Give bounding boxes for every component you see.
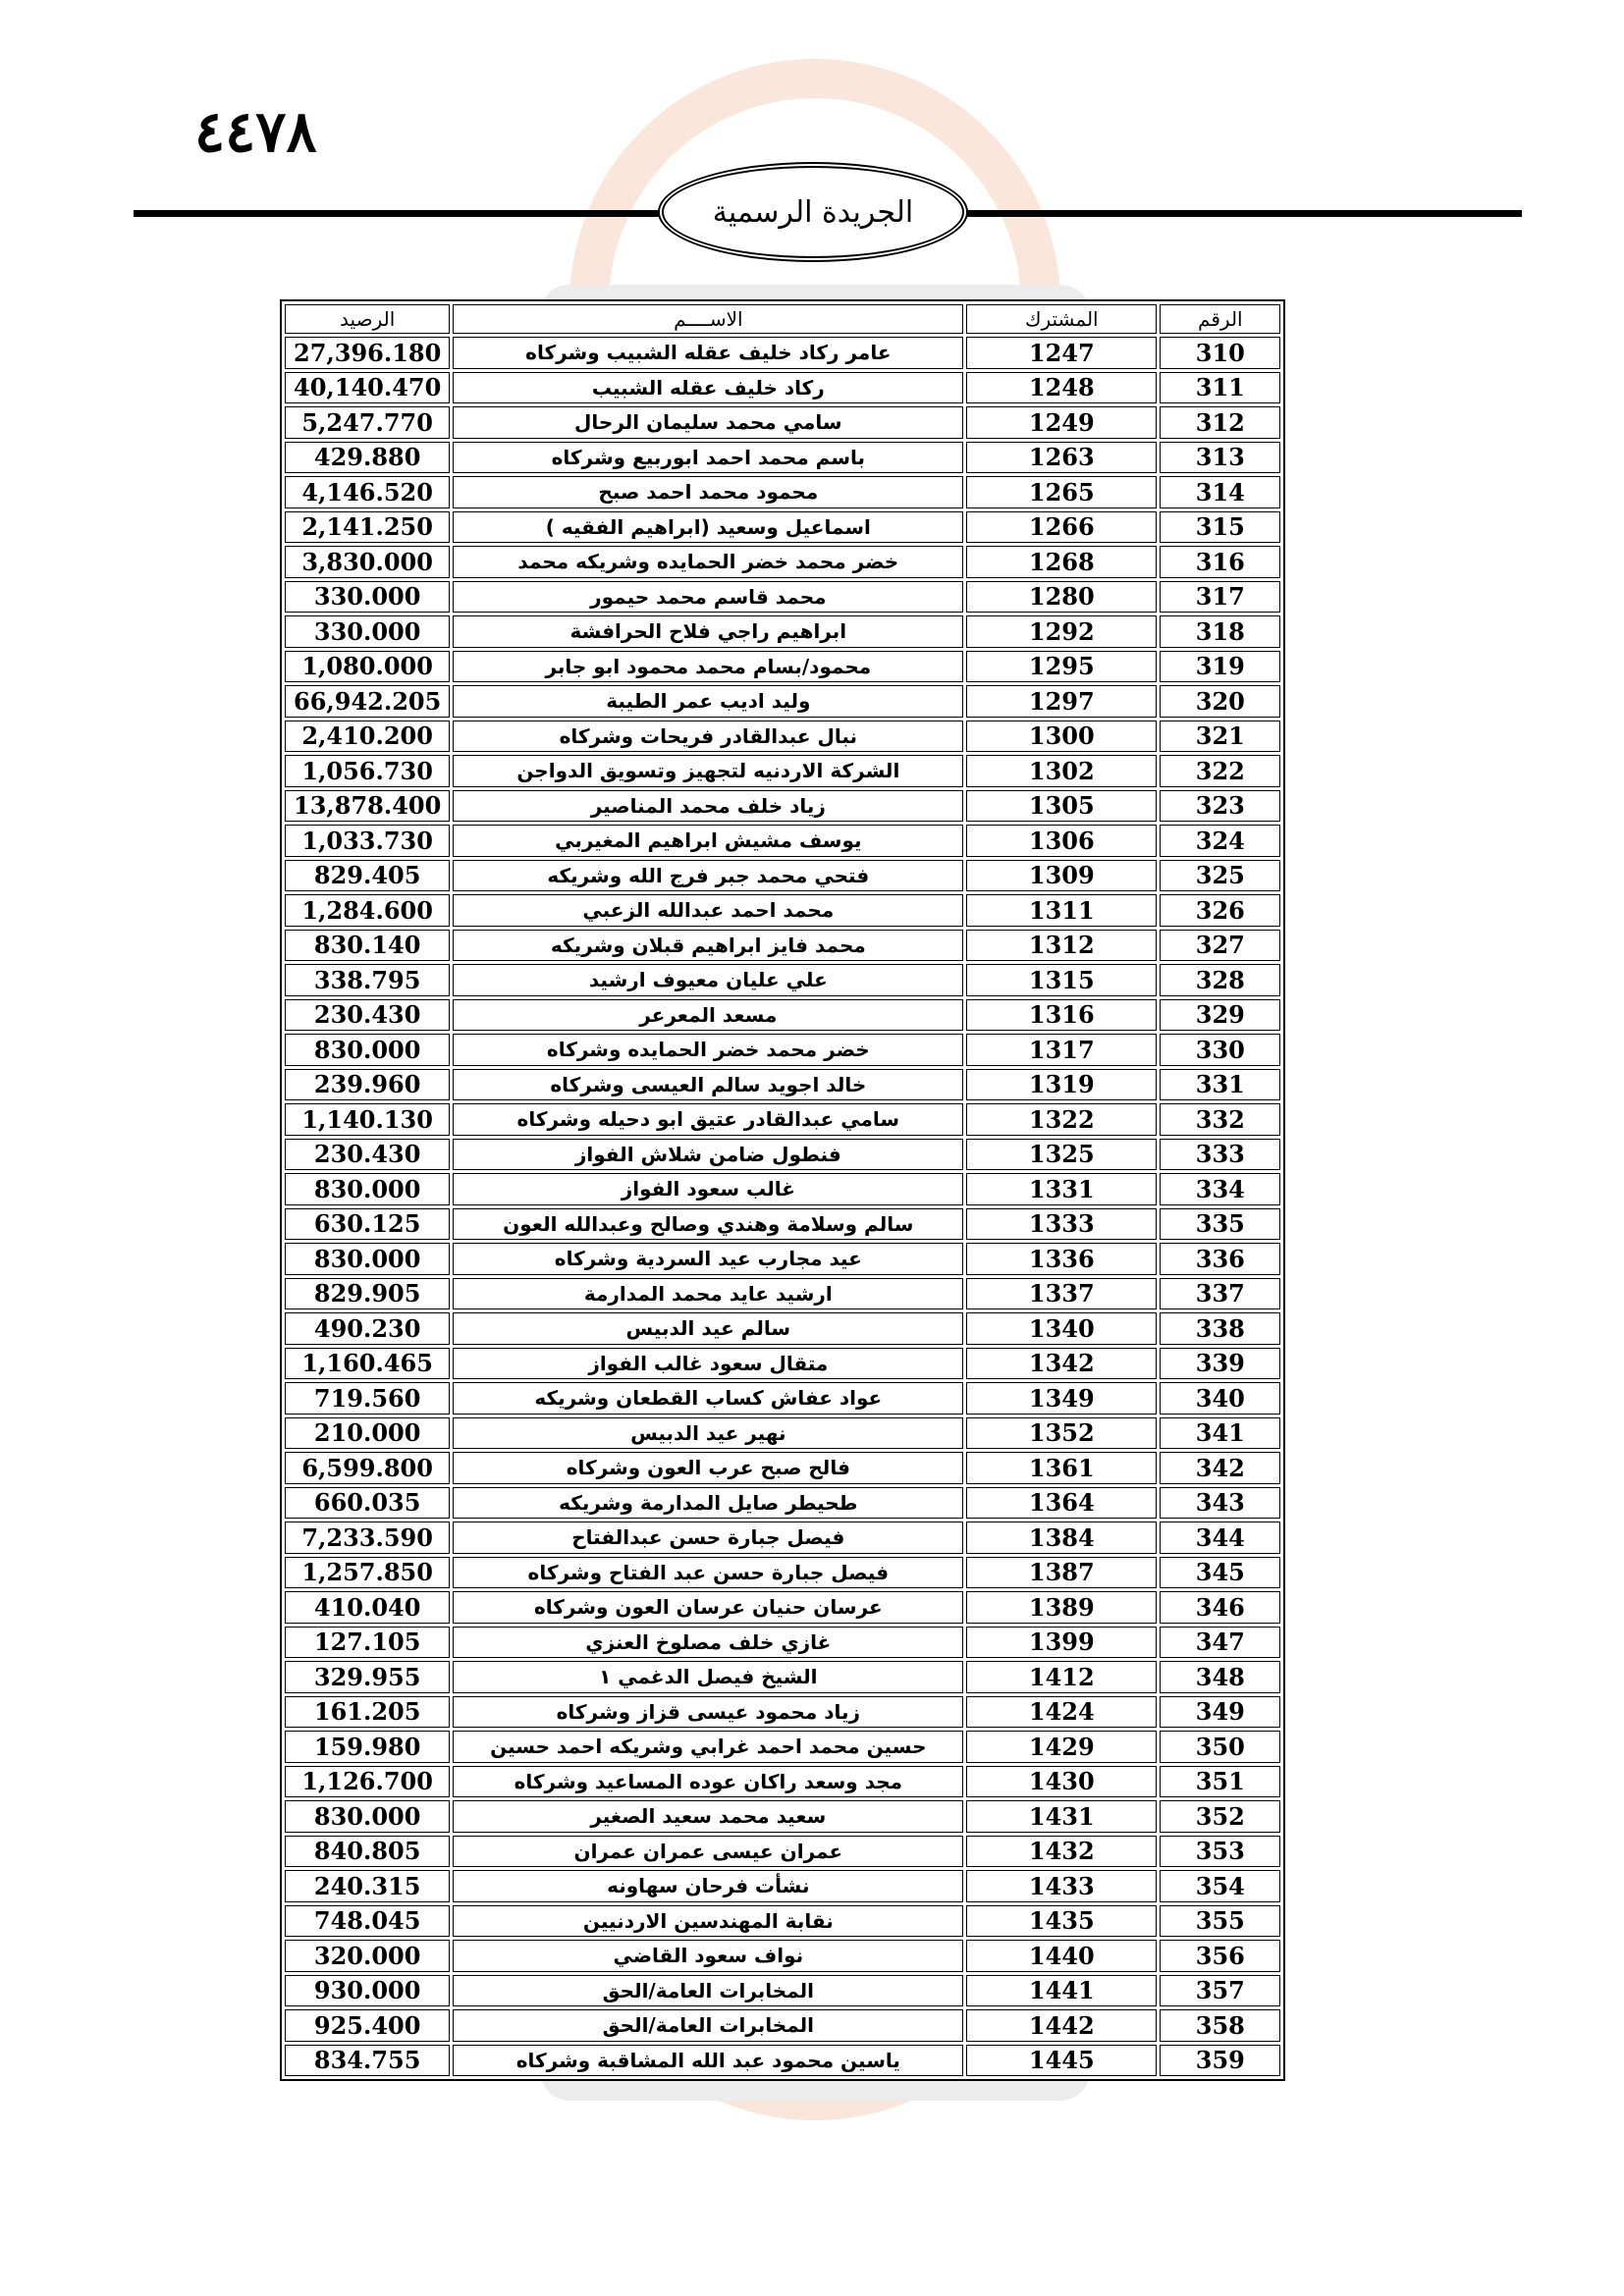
cell-subscriber: 1309 <box>966 860 1157 892</box>
cell-number: 348 <box>1160 1661 1280 1693</box>
table-row <box>285 1312 1280 1345</box>
cell-balance: 829.905 <box>285 1278 450 1310</box>
cell-subscriber: 1342 <box>966 1348 1157 1380</box>
table-row <box>285 1661 1280 1693</box>
cell-number: 321 <box>1160 721 1280 753</box>
cell-balance: 410.040 <box>285 1591 450 1624</box>
cell-name: محمود/بسام محمد محمود ابو جابر <box>453 651 963 683</box>
cell-balance: 1,257.850 <box>285 1557 450 1589</box>
cell-name: عيد مجارب عيد السردية وشركاه <box>453 1243 963 1275</box>
cell-subscriber: 1265 <box>966 476 1157 508</box>
cell-balance: 13,878.400 <box>285 790 450 823</box>
table-row <box>285 685 1280 718</box>
cell-number: 330 <box>1160 1034 1280 1066</box>
gazette-title: الجريدة الرسمية <box>658 162 968 262</box>
cell-balance: 210.000 <box>285 1417 450 1450</box>
cell-name: المخابرات العامة/الحق <box>453 1975 963 2007</box>
cell-name: مجد وسعد راكان عوده المساعيد وشركاه <box>453 1766 963 1798</box>
cell-name: علي عليان معيوف ارشيد <box>453 964 963 996</box>
cell-balance: 5,247.770 <box>285 406 450 439</box>
cell-name: خضر محمد خضر الحمايده وشركاه <box>453 1034 963 1066</box>
cell-name: اسماعيل وسعيد (ابراهيم الفقيه ) <box>453 511 963 544</box>
table-row <box>285 894 1280 927</box>
cell-name: زياد خلف محمد المناصير <box>453 790 963 823</box>
cell-number: 351 <box>1160 1766 1280 1798</box>
cell-name: محمد فايز ابراهيم قبلان وشريكه <box>453 930 963 962</box>
cell-name: عامر ركاد خليف عقله الشبيب وشركاه <box>453 337 963 369</box>
cell-number: 343 <box>1160 1487 1280 1520</box>
cell-subscriber: 1412 <box>966 1661 1157 1693</box>
cell-name: زياد محمود عيسى قزاز وشركاه <box>453 1696 963 1729</box>
cell-number: 336 <box>1160 1243 1280 1275</box>
cell-subscriber: 1315 <box>966 964 1157 996</box>
cell-number: 317 <box>1160 581 1280 614</box>
cell-subscriber: 1340 <box>966 1312 1157 1345</box>
cell-number: 353 <box>1160 1836 1280 1868</box>
cell-balance: 4,146.520 <box>285 476 450 508</box>
cell-number: 329 <box>1160 999 1280 1032</box>
cell-name: سعيد محمد سعيد الصغير <box>453 1800 963 1833</box>
cell-subscriber: 1248 <box>966 372 1157 404</box>
cell-balance: 7,233.590 <box>285 1522 450 1554</box>
cell-name: طحيطر صايل المدارمة وشريكه <box>453 1487 963 1520</box>
cell-number: 331 <box>1160 1069 1280 1101</box>
table-row <box>285 1103 1280 1136</box>
cell-balance: 240.315 <box>285 1870 450 1902</box>
cell-name: حسين محمد احمد غرابي وشريكه احمد حسين <box>453 1731 963 1763</box>
cell-subscriber: 1336 <box>966 1243 1157 1275</box>
header-subscriber: المشترك <box>966 304 1157 334</box>
cell-subscriber: 1249 <box>966 406 1157 439</box>
cell-balance: 830.140 <box>285 930 450 962</box>
cell-subscriber: 1266 <box>966 511 1157 544</box>
table-row <box>285 1522 1280 1554</box>
table-row <box>285 651 1280 683</box>
cell-subscriber: 1349 <box>966 1382 1157 1415</box>
cell-subscriber: 1364 <box>966 1487 1157 1520</box>
table-row <box>285 721 1280 753</box>
table-row <box>285 1173 1280 1205</box>
cell-number: 339 <box>1160 1348 1280 1380</box>
cell-balance: 834.755 <box>285 2045 450 2077</box>
table-row <box>285 1417 1280 1450</box>
table-row <box>285 1975 1280 2007</box>
cell-subscriber: 1292 <box>966 615 1157 648</box>
cell-number: 311 <box>1160 372 1280 404</box>
cell-name: نقابة المهندسين الاردنيين <box>453 1905 963 1938</box>
cell-name: سامي عبدالقادر عتيق ابو دحيله وشركاه <box>453 1103 963 1136</box>
cell-subscriber: 1317 <box>966 1034 1157 1066</box>
subscribers-table <box>280 299 1285 2081</box>
table-row <box>285 1278 1280 1310</box>
cell-balance: 27,396.180 <box>285 337 450 369</box>
cell-number: 310 <box>1160 337 1280 369</box>
cell-subscriber: 1312 <box>966 930 1157 962</box>
cell-balance: 748.045 <box>285 1905 450 1938</box>
table-row <box>285 1557 1280 1589</box>
cell-subscriber: 1361 <box>966 1452 1157 1484</box>
table-row <box>285 1487 1280 1520</box>
table-row <box>285 860 1280 892</box>
table-row <box>285 1940 1280 1972</box>
table-row <box>285 755 1280 787</box>
cell-subscriber: 1435 <box>966 1905 1157 1938</box>
cell-number: 356 <box>1160 1940 1280 1972</box>
cell-number: 349 <box>1160 1696 1280 1729</box>
table-row <box>285 337 1280 369</box>
cell-number: 359 <box>1160 2045 1280 2077</box>
cell-number: 323 <box>1160 790 1280 823</box>
cell-number: 325 <box>1160 860 1280 892</box>
cell-balance: 660.035 <box>285 1487 450 1520</box>
cell-number: 313 <box>1160 442 1280 474</box>
cell-balance: 2,410.200 <box>285 721 450 753</box>
cell-subscriber: 1331 <box>966 1173 1157 1205</box>
cell-subscriber: 1325 <box>966 1139 1157 1171</box>
cell-name: ارشيد عايد محمد المدارمة <box>453 1278 963 1310</box>
cell-number: 314 <box>1160 476 1280 508</box>
cell-balance: 1,284.600 <box>285 894 450 927</box>
cell-number: 316 <box>1160 546 1280 578</box>
cell-subscriber: 1442 <box>966 2009 1157 2042</box>
table-row <box>285 964 1280 996</box>
table-row <box>285 511 1280 544</box>
cell-balance: 1,080.000 <box>285 651 450 683</box>
cell-balance: 1,160.465 <box>285 1348 450 1380</box>
cell-balance: 161.205 <box>285 1696 450 1729</box>
table-row <box>285 1452 1280 1484</box>
cell-number: 358 <box>1160 2009 1280 2042</box>
cell-number: 315 <box>1160 511 1280 544</box>
cell-balance: 320.000 <box>285 1940 450 1972</box>
cell-name: فتحي محمد جبر فرج الله وشريكه <box>453 860 963 892</box>
cell-balance: 719.560 <box>285 1382 450 1415</box>
table-header-row <box>285 304 1280 334</box>
table-row <box>285 442 1280 474</box>
cell-name: نواف سعود القاضي <box>453 1940 963 1972</box>
cell-name: يوسف مشيش ابراهيم المغيربي <box>453 825 963 857</box>
cell-name: ياسين محمود عبد الله المشاقبة وشركاه <box>453 2045 963 2077</box>
table-row <box>285 1870 1280 1902</box>
page-number: ٤٤٧٨ <box>194 98 317 165</box>
cell-subscriber: 1319 <box>966 1069 1157 1101</box>
cell-number: 328 <box>1160 964 1280 996</box>
table-row <box>285 1800 1280 1833</box>
cell-number: 337 <box>1160 1278 1280 1310</box>
cell-subscriber: 1424 <box>966 1696 1157 1729</box>
cell-name: غازي خلف مصلوخ العنزي <box>453 1627 963 1659</box>
cell-subscriber: 1268 <box>966 546 1157 578</box>
cell-name: نشأت فرحان سهاونه <box>453 1870 963 1902</box>
table-row <box>285 581 1280 614</box>
cell-subscriber: 1297 <box>966 685 1157 718</box>
cell-balance: 330.000 <box>285 581 450 614</box>
cell-number: 341 <box>1160 1417 1280 1450</box>
cell-number: 347 <box>1160 1627 1280 1659</box>
cell-balance: 159.980 <box>285 1731 450 1763</box>
cell-subscriber: 1445 <box>966 2045 1157 2077</box>
cell-subscriber: 1263 <box>966 442 1157 474</box>
cell-subscriber: 1322 <box>966 1103 1157 1136</box>
cell-name: المخابرات العامة/الحق <box>453 2009 963 2042</box>
cell-number: 354 <box>1160 1870 1280 1902</box>
cell-name: ركاد خليف عقله الشبيب <box>453 372 963 404</box>
cell-balance: 3,830.000 <box>285 546 450 578</box>
cell-balance: 1,056.730 <box>285 755 450 787</box>
table-row <box>285 476 1280 508</box>
table-row <box>285 790 1280 823</box>
cell-number: 326 <box>1160 894 1280 927</box>
cell-balance: 830.000 <box>285 1800 450 1833</box>
cell-balance: 429.880 <box>285 442 450 474</box>
cell-balance: 2,141.250 <box>285 511 450 544</box>
table-row <box>285 930 1280 962</box>
cell-name: خالد اجويد سالم العيسى وشركاه <box>453 1069 963 1101</box>
cell-name: الشيخ فيصل الدغمي ١ <box>453 1661 963 1693</box>
cell-number: 346 <box>1160 1591 1280 1624</box>
cell-name: عمران عيسى عمران عمران <box>453 1836 963 1868</box>
cell-subscriber: 1316 <box>966 999 1157 1032</box>
cell-number: 334 <box>1160 1173 1280 1205</box>
cell-number: 319 <box>1160 651 1280 683</box>
cell-number: 322 <box>1160 755 1280 787</box>
cell-number: 345 <box>1160 1557 1280 1589</box>
cell-name: محمود محمد احمد صبح <box>453 476 963 508</box>
cell-name: نبال عبدالقادر فريحات وشركاه <box>453 721 963 753</box>
table-row <box>285 406 1280 439</box>
table-row <box>285 999 1280 1032</box>
cell-subscriber: 1433 <box>966 1870 1157 1902</box>
cell-subscriber: 1429 <box>966 1731 1157 1763</box>
cell-name: فيصل جبارة حسن عبدالفتاح <box>453 1522 963 1554</box>
cell-subscriber: 1300 <box>966 721 1157 753</box>
cell-balance: 930.000 <box>285 1975 450 2007</box>
cell-balance: 329.955 <box>285 1661 450 1693</box>
cell-name: فنطول ضامن شلاش الفواز <box>453 1139 963 1171</box>
cell-subscriber: 1384 <box>966 1522 1157 1554</box>
cell-balance: 490.230 <box>285 1312 450 1345</box>
cell-subscriber: 1399 <box>966 1627 1157 1659</box>
table-row <box>285 615 1280 648</box>
cell-subscriber: 1333 <box>966 1208 1157 1241</box>
cell-number: 338 <box>1160 1312 1280 1345</box>
cell-balance: 66,942.205 <box>285 685 450 718</box>
cell-subscriber: 1432 <box>966 1836 1157 1868</box>
cell-subscriber: 1247 <box>966 337 1157 369</box>
table-row <box>285 1208 1280 1241</box>
cell-number: 312 <box>1160 406 1280 439</box>
cell-balance: 1,140.130 <box>285 1103 450 1136</box>
cell-balance: 230.430 <box>285 999 450 1032</box>
table-row <box>285 1696 1280 1729</box>
cell-number: 344 <box>1160 1522 1280 1554</box>
table-row <box>285 1591 1280 1624</box>
cell-number: 335 <box>1160 1208 1280 1241</box>
table-row <box>285 1905 1280 1938</box>
table-row <box>285 2009 1280 2042</box>
table-row <box>285 1627 1280 1659</box>
cell-balance: 127.105 <box>285 1627 450 1659</box>
cell-number: 352 <box>1160 1800 1280 1833</box>
cell-balance: 829.405 <box>285 860 450 892</box>
cell-subscriber: 1389 <box>966 1591 1157 1624</box>
cell-balance: 239.960 <box>285 1069 450 1101</box>
cell-name: فالح صبح عرب العون وشركاه <box>453 1452 963 1484</box>
cell-balance: 840.805 <box>285 1836 450 1868</box>
cell-balance: 830.000 <box>285 1173 450 1205</box>
table-row <box>285 546 1280 578</box>
cell-name: خضر محمد خضر الحمايده وشريكه محمد <box>453 546 963 578</box>
cell-number: 357 <box>1160 1975 1280 2007</box>
table-row <box>285 825 1280 857</box>
header-name: الاســــم <box>453 304 963 334</box>
cell-balance: 1,126.700 <box>285 1766 450 1798</box>
cell-name: سالم وسلامة وهندي وصالح وعبدالله العون <box>453 1208 963 1241</box>
cell-subscriber: 1337 <box>966 1278 1157 1310</box>
cell-balance: 925.400 <box>285 2009 450 2042</box>
table-row <box>285 1382 1280 1415</box>
cell-balance: 338.795 <box>285 964 450 996</box>
cell-subscriber: 1305 <box>966 790 1157 823</box>
table-row <box>285 1836 1280 1868</box>
cell-balance: 230.430 <box>285 1139 450 1171</box>
table-row <box>285 1348 1280 1380</box>
table-row <box>285 372 1280 404</box>
cell-balance: 40,140.470 <box>285 372 450 404</box>
cell-number: 332 <box>1160 1103 1280 1136</box>
cell-subscriber: 1311 <box>966 894 1157 927</box>
table-row <box>285 1731 1280 1763</box>
cell-number: 320 <box>1160 685 1280 718</box>
cell-name: سامي محمد سليمان الرحال <box>453 406 963 439</box>
cell-balance: 1,033.730 <box>285 825 450 857</box>
cell-name: غالب سعود الفواز <box>453 1173 963 1205</box>
cell-subscriber: 1306 <box>966 825 1157 857</box>
table-row <box>285 2045 1280 2077</box>
cell-name: سالم عيد الدبيس <box>453 1312 963 1345</box>
cell-name: فيصل جبارة حسن عبد الفتاح وشركاه <box>453 1557 963 1589</box>
cell-subscriber: 1440 <box>966 1940 1157 1972</box>
table-row <box>285 1139 1280 1171</box>
cell-name: الشركة الاردنيه لتجهيز وتسويق الدواجن <box>453 755 963 787</box>
cell-number: 342 <box>1160 1452 1280 1484</box>
cell-balance: 330.000 <box>285 615 450 648</box>
cell-name: محمد احمد عبدالله الزعبي <box>453 894 963 927</box>
table-row <box>285 1766 1280 1798</box>
cell-balance: 6,599.800 <box>285 1452 450 1484</box>
cell-subscriber: 1302 <box>966 755 1157 787</box>
cell-subscriber: 1431 <box>966 1800 1157 1833</box>
cell-name: ابراهيم راجي فلاح الحرافشة <box>453 615 963 648</box>
cell-number: 355 <box>1160 1905 1280 1938</box>
cell-number: 350 <box>1160 1731 1280 1763</box>
header-number: الرقم <box>1160 304 1280 334</box>
cell-subscriber: 1352 <box>966 1417 1157 1450</box>
cell-subscriber: 1430 <box>966 1766 1157 1798</box>
cell-balance: 630.125 <box>285 1208 450 1241</box>
table-row <box>285 1069 1280 1101</box>
cell-name: وليد اديب عمر الطيبة <box>453 685 963 718</box>
cell-name: محمد قاسم محمد حيمور <box>453 581 963 614</box>
cell-number: 327 <box>1160 930 1280 962</box>
cell-number: 318 <box>1160 615 1280 648</box>
cell-name: عرسان حنيان عرسان العون وشركاه <box>453 1591 963 1624</box>
cell-number: 340 <box>1160 1382 1280 1415</box>
cell-subscriber: 1295 <box>966 651 1157 683</box>
cell-name: نهير عيد الدبيس <box>453 1417 963 1450</box>
cell-balance: 830.000 <box>285 1034 450 1066</box>
table-row <box>285 1034 1280 1066</box>
cell-number: 333 <box>1160 1139 1280 1171</box>
cell-subscriber: 1280 <box>966 581 1157 614</box>
table-row <box>285 1243 1280 1275</box>
cell-balance: 830.000 <box>285 1243 450 1275</box>
cell-subscriber: 1441 <box>966 1975 1157 2007</box>
header-balance: الرصيد <box>285 304 450 334</box>
cell-subscriber: 1387 <box>966 1557 1157 1589</box>
cell-number: 324 <box>1160 825 1280 857</box>
cell-name: باسم محمد احمد ابوربيع وشركاه <box>453 442 963 474</box>
cell-name: مسعد المعرعر <box>453 999 963 1032</box>
cell-name: متقال سعود غالب الفواز <box>453 1348 963 1380</box>
cell-name: عواد عفاش كساب القطعان وشريكه <box>453 1382 963 1415</box>
